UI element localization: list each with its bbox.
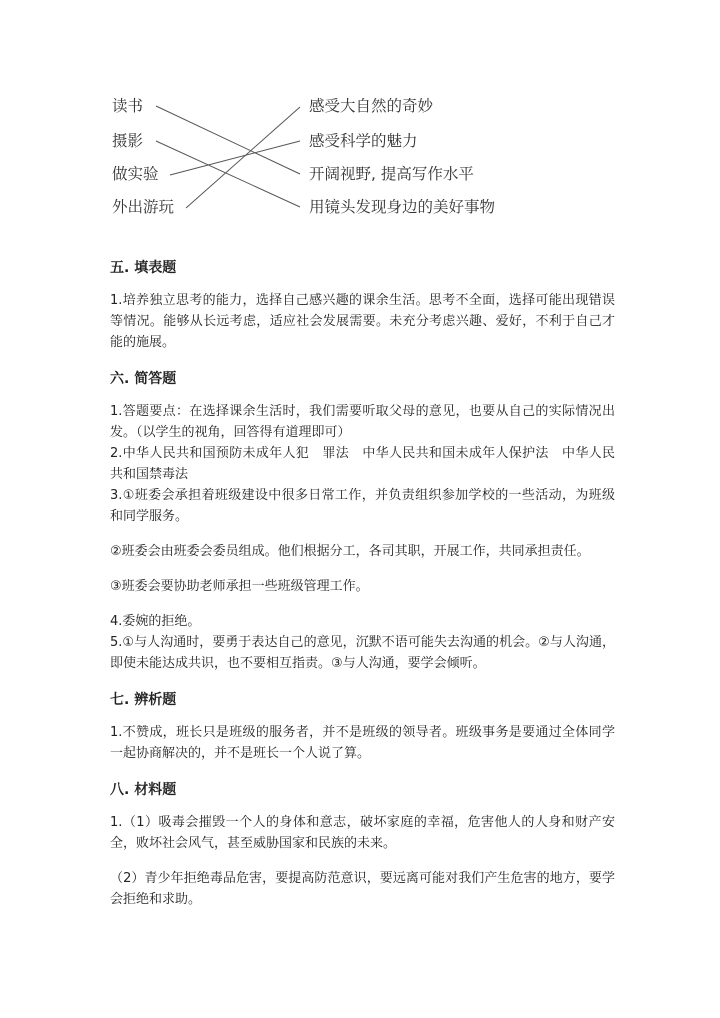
- match-line-3: [170, 141, 300, 175]
- match-left-2: 摄影: [112, 132, 144, 150]
- section-title: 五. 填表题: [110, 260, 177, 276]
- answer-paragraph: 1.答题要点：在选择课余生活时，我们需要听取父母的意见，也要从自己的实际情况出发。（以学生的视角，回答得有道理即可）: [110, 404, 615, 440]
- match-left-4: 外出游玩: [112, 198, 175, 216]
- answer-paragraph: 3.①班委会承担着班级建设中很多日常工作，并负责组织参加学校的一些活动，为班级和同学服务。: [110, 488, 615, 524]
- section-title: 八. 材料题: [110, 782, 177, 798]
- match-right-3: 开阔视野, 提高写作水平: [309, 165, 474, 183]
- section-title: 六. 简答题: [110, 371, 177, 387]
- match-line-4: [186, 107, 300, 208]
- match-left-1: 读书: [112, 97, 144, 115]
- match-right-1: 感受大自然的奇妙: [309, 97, 434, 115]
- match-line-2: [156, 141, 300, 207]
- answer-paragraph: 1.不赞成，班长只是班级的服务者，并不是班级的领导者。班级事务是要通过全体同学一起协商解决的，并不是班长一个人说了算。: [110, 725, 615, 761]
- matching-diagram: [0, 0, 720, 240]
- answer-paragraph: ②班委会由班委会委员组成。他们根据分工，各司其职，开展工作，共同承担责任。: [110, 544, 590, 559]
- match-left-3: 做实验: [112, 165, 159, 183]
- answer-paragraph: 1.培养独立思考的能力，选择自己感兴趣的课余生活。思考不全面，选择可能出现错误等情况。能够从长远考虑，适应社会发展需要。未充分考虑兴趣、爱好，不利于自己才能的施展。: [110, 293, 615, 350]
- match-line-1: [156, 106, 300, 174]
- section-title: 七. 辨析题: [110, 692, 177, 708]
- match-right-4: 用镜头发现身边的美好事物: [309, 198, 496, 216]
- match-right-2: 感受科学的魅力: [309, 132, 418, 150]
- answer-paragraph: 4.委婉的拒绝。: [110, 614, 201, 629]
- answer-paragraph: （2）青少年拒绝毒品危害，要提高防范意识，要远离可能对我们产生危害的地方，要学会拒绝和求助。: [110, 871, 615, 907]
- answer-paragraph: ③班委会要协助老师承担一些班级管理工作。: [110, 579, 369, 594]
- answer-content: [110, 258, 615, 910]
- answer-paragraph: 1.（1）吸毒会摧毁一个人的身体和意志，破坏家庭的幸福，危害他人的人身和财产安全，败坏社会风气，甚至威胁国家和民族的未来。: [110, 815, 615, 851]
- answer-paragraph: 5.①与人沟通时，要勇于表达自己的意见，沉默不语可能失去沟通的机会。②与人沟通，即使未能达成共识，也不要相互指责。③与人沟通，要学会倾听。: [110, 635, 615, 671]
- answer-paragraph: 2.中华人民共和国预防未成年人犯 罪法 中华人民共和国未成年人保护法 中华人民共和国禁毒法: [110, 446, 615, 482]
